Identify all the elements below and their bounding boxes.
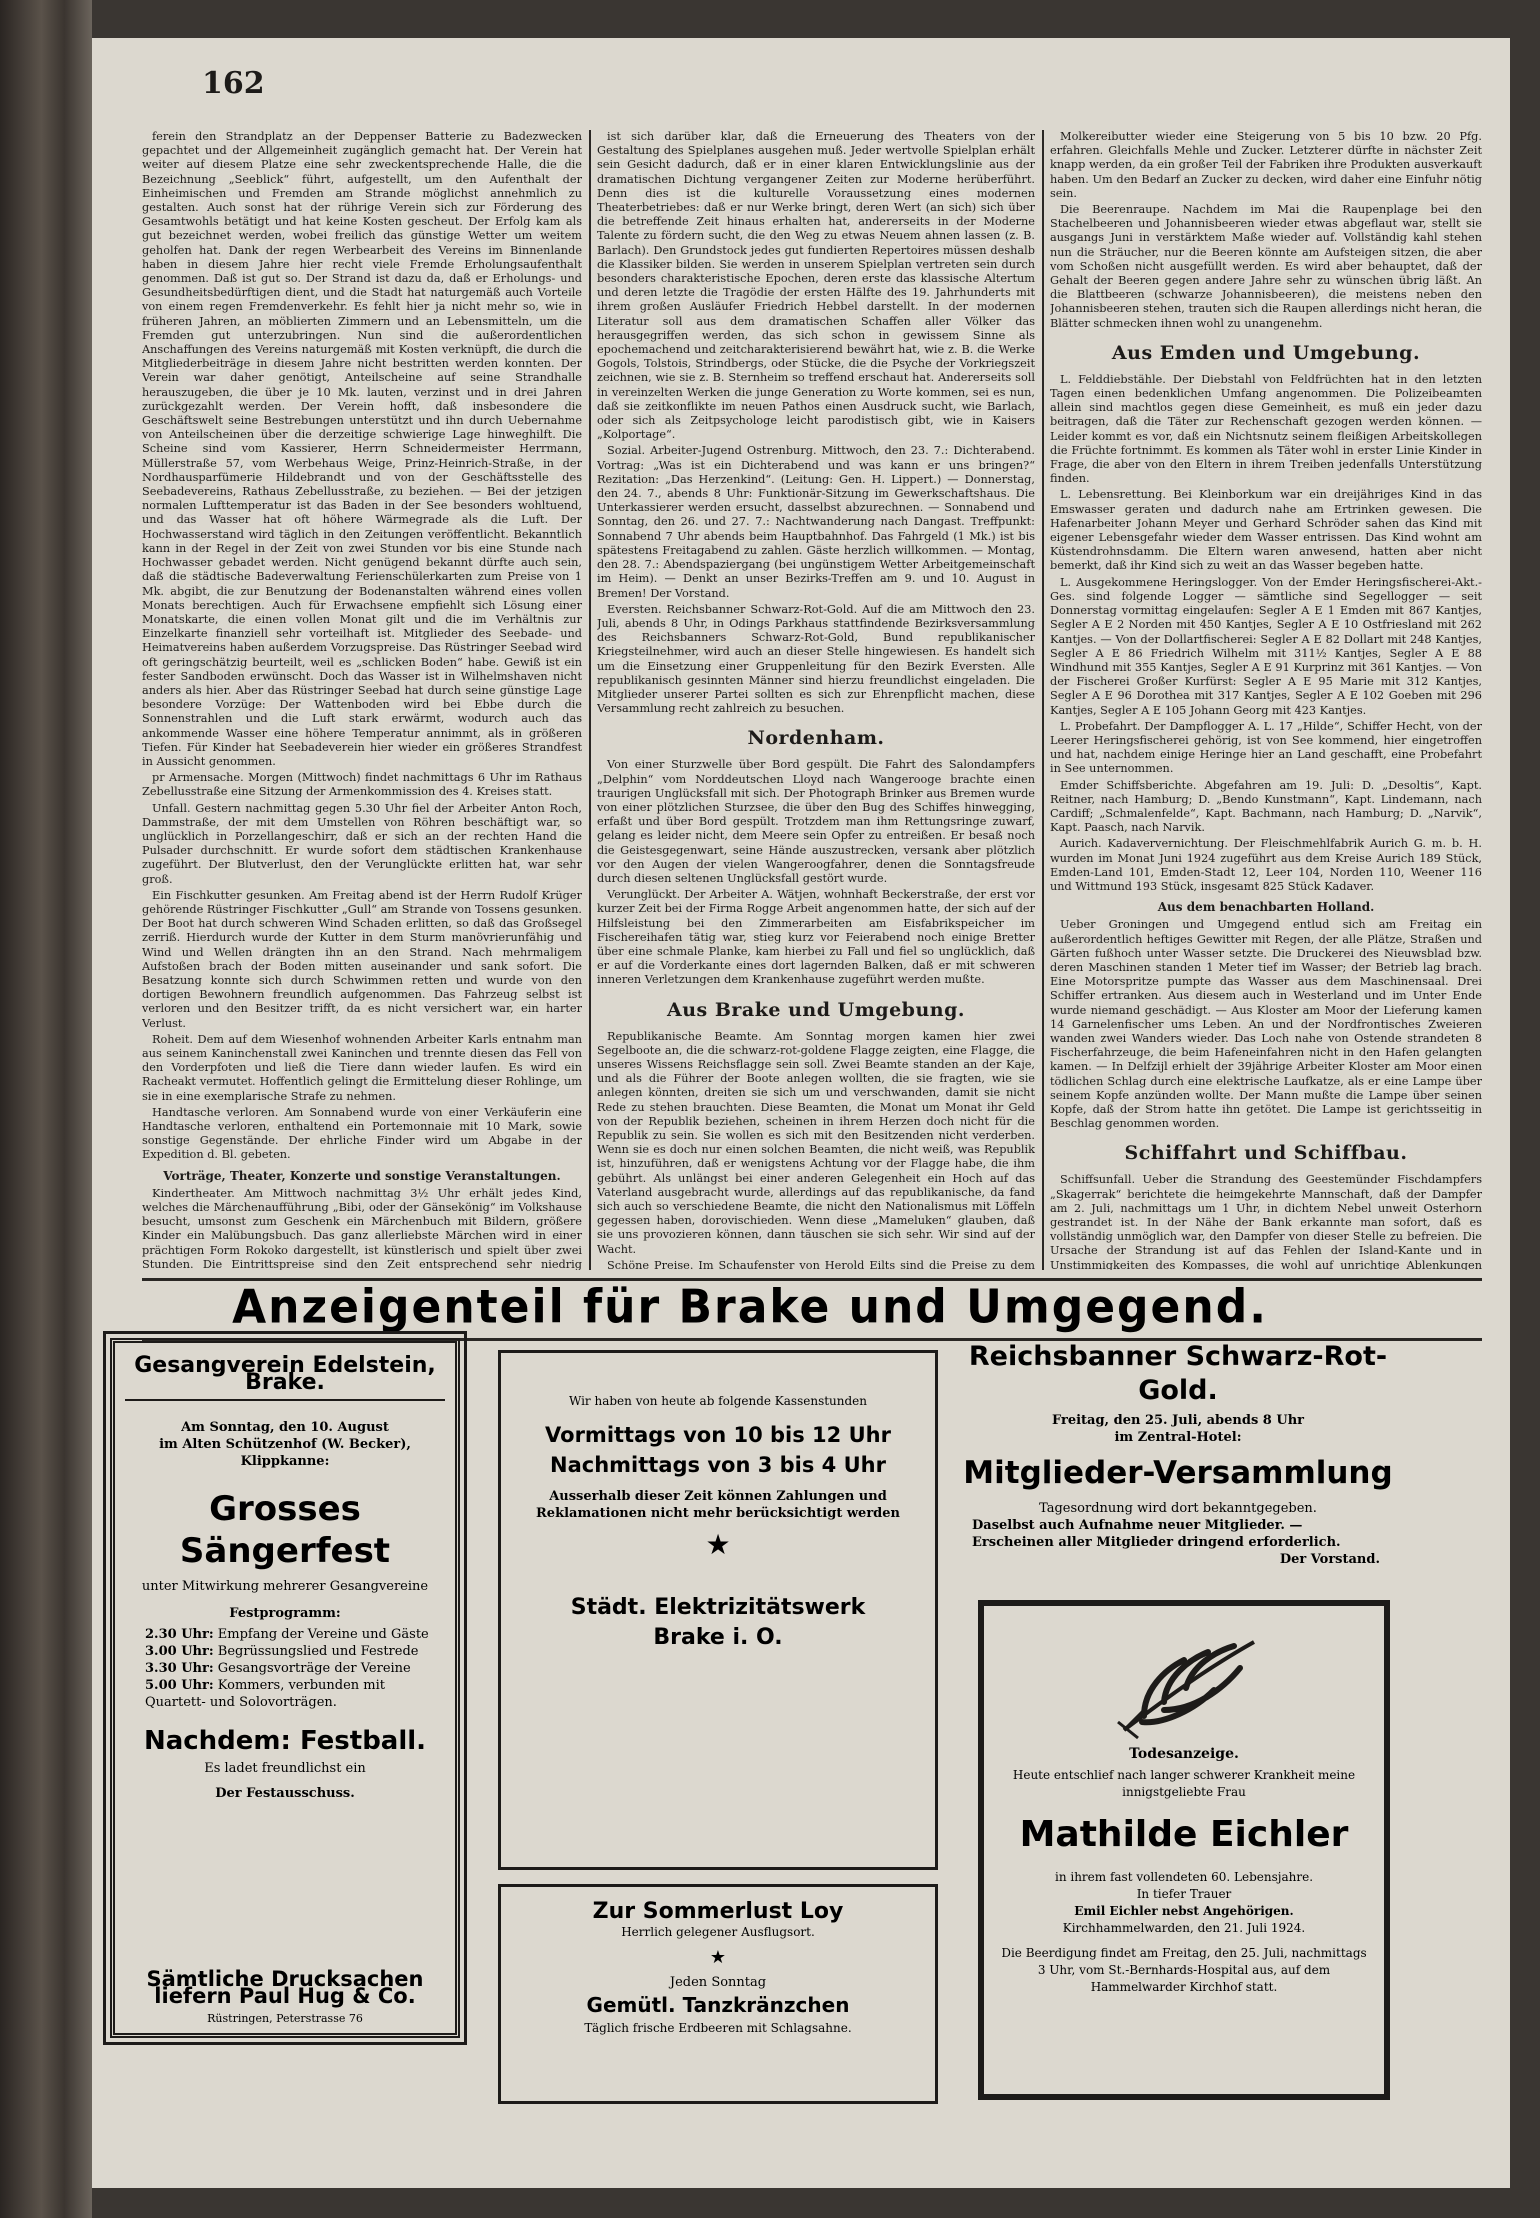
ad-note: Ausserhalb dieser Zeit können Zahlungen und — [549, 1489, 887, 1504]
ad-subtitle: Herrlich gelegener Ausflugsort. — [621, 1925, 815, 1939]
ad-event: Mitglieder-Versammlung — [963, 1455, 1393, 1491]
ad-age: in ihrem fast vollendeten 60. Lebensjahre. — [1054, 1870, 1314, 1884]
program-time: 2.30 Uhr: — [145, 1627, 214, 1642]
section-heading: Aus Emden und Umgebung. — [1111, 341, 1421, 364]
article-paragraph: Aurich. Kadaververnichtung. Der Fleischmehlfabrik Aurich G. m. b. H. wurden im Monat Juni 1924 zugeführt aus dem Kreise Aurich 189 Stück, Emden-Land 101, Emden-Stadt 12, Leer 104, Norden 110, Weener 116 und Wittmund 193 Stück, insgesamt 825 Stück Kadaver. — [1050, 837, 1482, 893]
program-row — [145, 1660, 445, 1677]
ad-gesangverein — [110, 1338, 460, 2038]
ad-hours-afternoon: Nachmittags von 3 bis 4 Uhr — [550, 1453, 886, 1477]
ad-printer: Sämtliche Drucksachen liefern Paul Hug & Co. — [146, 1967, 424, 2008]
program-time: 5.00 Uhr: — [145, 1678, 214, 1693]
ad-title: Gesangverein Edelstein, Brake. — [125, 1357, 445, 1401]
ad-intro: Wir haben von heute ab folgende Kassenstunden — [568, 1394, 868, 1408]
article-paragraph: L. Ausgekommene Heringslogger. Von der Emder Heringsfischerei-Akt.-Ges. sind folgende Logger — sämtliche sind Segellogger — seit Donnerstag vormittag eingelaufen: Segler A E 1 Emden mit 867 Kantjes, Segler A E 2 Norden mit 450 Kantjes, Segler A E 10 Ostfriesland mit 262 Kantjes. — Von der Dollartfischerei: Segler A E 82 Dollart mit 248 Kantjes, Segler A E 86 Friedrich Wilhelm mit 311½ Kantjes, Segler A E 88 Windhund mit 355 Kantjes, Segler A E 91 Kurprinz mit 361 Kantjes. — Von der Fischerei Großer Kurfürst: Segler A E 95 Marie mit 312 Kantjes, Segler A E 96 Dorothea mit 317 Kantjes, Segler A E 102 Goeben mit 296 Kantjes, Segler A E 105 Johann Georg mit 423 Kantjes. — [1050, 575, 1482, 717]
article-paragraph: Roheit. Dem auf dem Wiesenhof wohnenden Arbeiter Karls entnahm man aus seinem Kaninchenstall zwei Kaninchen und trennte diesen das Fell von den Vorderpfoten und ließ die Tiere dann wieder laufen. Es wird ein Racheakt vermutet. Hoffentlich gelingt die Ermittelung dieser Rohlinge, um sie in eine exemplarische Strafe zu nehmen. — [142, 1032, 582, 1103]
article-paragraph: Schiffsunfall. Ueber die Strandung des Geestemünder Fischdampfers „Skagerrak“ berichtete die heimgekehrte Mannschaft, daß der Dampfer am 2. Juli, nachmittags um 1 Uhr, in dichtem Nebel unweit Osterhorn gestrandet ist. In der Nähe der Bank erkannte man sofort, daß es vollständig unmöglich war, den Dampfer von dieser Stelle zu befreien. Die Ursache der Strandung ist auf das Fehlen der Island-Kante und in Unstimmigkeiten des Kompasses, die wohl auf unrichtige Ablenkungen — [1050, 1173, 1482, 1270]
ad-sommerlust — [498, 1884, 938, 2104]
article-paragraph: ist sich darüber klar, daß die Erneuerung des Theaters von der Gestaltung des Spielplanes ausgehen muß. Jeder wertvolle Spielplan erhält sein Gesicht dadurch, daß er in einer klaren Entwicklungslinie aus der dramatischen Dichtung vergangener Zeiten zur Moderne herüberführt. Denn dies ist die kulturelle Voraussetzung eines modernen Theaterbetriebes: daß er nur Werke bringt, deren Wert (an sich) sich über die betreffende Zeit hinaus erhalten hat, andererseits in der Moderne Talente zu fördern sucht, die den Weg zu etwas Neuem ahnen lassen (z. B. Barlach). Den Grundstock jedes gut fundierten Repertoires müssen deshalb die Klassiker bilden. Sie werden in unserem Spielplan vertreten sein durch besonders charakteristische Epochen, deren erste das klassische Altertum und deren letzte die Tragödie der ersten Hälfte des 19. Jahrhunderts mit ihrem großen Ausläufer Friedrich Hebbel darstellt. In der modernen Literatur soll aus dem dramatischen Schaffen aller Völker das herausgegriffen werden, das sich schon in gewissem Sinne als epochemachend und zeitcharakterisierend bewährt hat, wie z. B. die Werke Gogols, Tolstois, Strindbergs, oder Stücke, die die Psyche der Vorkriegszeit zeichnen, wie sie z. B. Sternheim so treffend erschaut hat. Andererseits soll in vereinzelten Werken die junge Generation zu Worte kommen, sei es nun, daß sie zeitkonflikte im neuen Pathos einen Ausdruck sucht, wie Barlach, oder sich als Zeitpsychologe leicht parodistisch gibt, wie in Kaisers „Kolportage“. — [597, 130, 1035, 442]
article-paragraph: ferein den Strandplatz an der Deppenser Batterie zu Badezwecken gepachtet und der Allgemeinheit zugänglich gemacht hat. Der Verein hat weiter auf diesem Platze eine sehr zweckentsprechende Halle, die die Bezeichnung „Seeblick“ führt, aufgestellt, um den Aufenthalt der Einheimischen und Fremden am Strande möglichst annehmlich zu gestalten. Auch sonst hat der rührige Verein sich zur Förderung des Gesamtwohls betätigt und hat keine Kosten gescheut. Der Erfolg kam als gut bezeichnet werden, wobei freilich das günstige Wetter um weitem geholfen hat. Dank der regen Werbearbeit des Vereins im Binnenlande haben in diesem Jahre hier recht viele Fremde Erholungsaufenthalt genommen. Daß ist gut so. Der Strand ist dazu da, daß er Erholungs- und Gesundheitsbedürftigen dient, und die Stadt hat naturgemäß auch Vorteile von einem regen Fremdenverkehr. Es fehlt hier ja nicht mehr so, wie in früheren Jahren, an möblierten Zimmern und an Lebensmitteln, um die Fremden gut unterzubringen. Nun sind die außerordentlichen Anschaffungen des Vereins naturgemäß mit Kosten verknüpft, die durch die Mitgliederbeiträge in diesem Jahre nicht bestritten werden konnten. Der Verein war daher genötigt, Anteilscheine auf seine Strandhalle herauszugeben, die über je 10 Mk. lauten, verzinst und in drei Jahren zurückgezahlt werden. Der Verein hofft, daß insbesondere die Geschäftswelt seine Bestrebungen unterstützt und ihn durch Uebernahme von Anteilscheinen über die derzeitige schwierige Lage hinweghilft. Die Scheine sind vom Kassierer, Herrn Schneidermeister Herrmann, Müllerstraße 57, vom Werbehaus Weige, Prinz-Heinrich-Straße, in der Nordhausparfümerie Hildebrandt und von der Geschäftsstelle des Seebadevereins, Rathaus Zebellusstraße, zu beziehen. — Bei der jetzigen normalen Lufttemperatur ist das Baden in der See besonders wohltuend, und das Wasser hat oft höhere Wärmegrade als die Luft. Der Hochwasserstand wird täglich in den Zeitungen veröffentlicht. Bekanntlich kann in der Regel in der Zeit von zwei Stunden vor bis eine Stunde nach Hochwasser gebadet werden. Nicht genügend bekannt dürfte auch sein, daß die städtische Badeverwaltung Ferienschülerkarten zum Preise von 1 Mk. abgibt, die zur Benutzung der Bodenanstalten während eines vollen Monats berechtigen. Auch für Erwachsene empfiehlt sich Lösung einer Monatskarte, die einen vollen Monat gilt und die im Verhältnis zur Einzelkarte finanziell sehr vorteilhaft ist. Mitglieder des Seebade- und Heimatvereins haben außerdem Vorzugspreise. Das Rüstringer Seebad wird oft geringschätzig beurteilt, weil es „schlicken Boden“ habe. Gewiß ist ein fester Sandboden erwünscht. Doch das Wasser ist in Wilhelmshaven nicht anders als hier. Aber das Rüstringer Seebad hat durch seine günstige Lage besondere Vorzüge: Der Wattenboden wird bei Ebbe durch die Sonnenstrahlen und die Luft stark erwärmt, wodurch auch das ankommende Wasser eine höhere Temperatur annimmt, als in größeren Tiefen. Für Kinder hat Seebadeverein hier wieder ein größeres Strandfest in Aussicht genommen. — [142, 130, 582, 768]
section-heading: Vorträge, Theater, Konzerte und sonstige Veranstaltungen. — [163, 1168, 561, 1183]
article-paragraph: Verunglückt. Der Arbeiter A. Wätjen, wohnhaft Beckerstraße, der erst vor kurzer Zeit bei der Firma Rogge Arbeit angenommen hatte, der sich auf der Hilfsleistung bei den Zimmerarbeiten am Eisfabrikspeicher im Fischereihafen tätig war, stieg kurz vor Feierabend noch einige Bretter über eine schmale Planke, kam hierbei zu Fall und fiel so unglücklich, daß er auf die Vorderkante eines dort lagernden Balken, daß er mit schweren inneren Verletzungen dem Krankenhause zugeführt werden mußte. — [597, 888, 1035, 987]
ad-funeral: Die Beerdigung findet am Freitag, den 25. Juli, nachmittags 3 Uhr, vom St.-Bernhards-Hospital aus, auf dem Hammelwarder Kirchhof statt. — [1001, 1946, 1367, 1994]
article-paragraph: Republikanische Beamte. Am Sonntag morgen kamen hier zwei Segelboote an, die die schwarz-rot-goldene Flagge zeigten, eine Flagge, die unseres Wissens Reichsflagge sein soll. Zwei Beamte standen an der Kaje, und als die Führer der Boote anlegen wollten, die sie fragten, wie sie anlegen könnten, dreiten sie sich um und verschwanden, damit sie nicht Rede zu stehen brauchten. Diese Beamten, die Monat um Monat ihr Geld von der Republik beziehen, scheinen in ihrem Herzen doch nicht für die Republik zu sein. Sie wollen es sich mit den Besitzenden nicht verderben. Wenn sie es doch nur einen solchen Beamten, die nicht weiß, was Republik ist, hinzuführen, daß er wenigstens Achtung vor der Flagge habe, die ihm gebührt. Als unlängst bei einer anderen Gelegenheit ein Hoch auf das Vaterland ausgebracht wurde, allerdings auf das republikanische, da fand sich auch so verschiedene Beamte, die nicht den Nationalismus mit Löffeln gegessen haben, dorovischieden. Wenn diese „Mameluken“ glauben, daß sie uns provozieren können, dann täuschen sie sich sehr. Wir sind auf der Wacht. — [597, 1029, 1035, 1256]
star-icon: ★ — [705, 1528, 731, 1561]
star-icon: ★ — [709, 1947, 727, 1968]
ad-signature: Der Vorstand. — [1279, 1552, 1380, 1567]
ad-todesanzeige — [978, 1600, 1390, 2100]
article-paragraph: Kindertheater. Am Mittwoch nachmittag 3½ Uhr erhält jedes Kind, welches die Märchenaufführung „Bibi, oder der Gänsekönig“ im Volkshause besucht, umsonst zum Geschenk ein Märchenbuch mit Bildern, größere Kinder ein Malübungsbuch. Das ganz allerliebste Märchen wird in einer prächtigen Form Rokoko dargestellt, ist künstlerisch und spielt über zwei Stunden. Die Eintrittspreise sind den Zeit entsprechend sehr niedrig — [142, 1186, 582, 1270]
ad-venue: im Zentral-Hotel: — [1114, 1430, 1242, 1445]
ad-note: Daselbst auch Aufnahme neuer Mitglieder. — Erscheinen aller Mitglieder dringend erforderlich. — [972, 1518, 1341, 1550]
section-heading: Aus dem benachbarten Holland. — [1157, 900, 1375, 915]
program-time: 3.30 Uhr: — [145, 1661, 214, 1676]
program-item: Gesangsvorträge der Vereine — [217, 1661, 411, 1676]
ad-every: Jeden Sonntag — [669, 1975, 767, 1990]
article-paragraph: L. Felddiebstähle. Der Diebstahl von Feldfrüchten hat in den letzten Tagen einen bedenklichen Umfang angenommen. Die Polizeibeamten allein sind machtlos gegen diese Gemeinheit, es muß ein jeder dazu beitragen, daß die Täter zur Rechenschaft gezogen werden können. — Leider kommt es vor, daß ein Nichtsnutz seinem fleißigen Arbeitskollegen die Früchte fortnimmt. Es kommen als Täter wohl in erster Linie Kinder in Frage, die aber von den Eltern in ihrem Treiben jedenfalls Unterstützung finden. — [1050, 372, 1482, 486]
ad-title: Zur Sommerlust Loy — [592, 1899, 844, 1924]
article-paragraph: Die Beerenraupe. Nachdem im Mai die Raupenplage bei den Stachelbeeren und Johannisbeeren wieder etwas abgeflaut war, stellt sie ausgangs Juni in verstärktem Maße wieder auf. Vollständig kahl stehen nun die Sträucher, nur die Beeren könnte am Aufsteigen sitzen, die aber vom Schoßen nicht ausgefüllt werden. Es wird aber behauptet, daß der Gehalt der Beeren gegen andere Jahre sehr zu wünschen übrig läßt. An die Blattbeeren (schwarze Johannisbeeren), die meistens neben den Johannisbeeren stehen, trauten sich die Raupen allerdings nicht heran, die Blätter schmecken ihnen wohl zu unangenehm. — [1050, 203, 1482, 330]
column-3 — [1050, 130, 1482, 1270]
ad-program — [125, 1626, 445, 1711]
article-paragraph: L. Lebensrettung. Bei Kleinborkum war ein dreijähriges Kind in das Emswasser geraten und dadurch nahe am Ertrinken gewesen. Die Hafenarbeiter Johann Meyer und Gerhard Schröder sahen das Kind mit eigener Lebensgefahr wieder dem Wasser entrissen. Das Kind wohnt am Küstendrohnsdamm. Die Eltern waren anwesend, hatten aber nicht bemerkt, daß ihr Kind sich zu weit an das Wasser begeben hatte. — [1050, 488, 1482, 573]
column-2 — [597, 130, 1035, 1270]
article-paragraph: Von einer Sturzwelle über Bord gespült. Die Fahrt des Salondampfers „Delphin“ vom Norddeutschen Lloyd nach Wangerooge brachte einen traurigen Unglücksfall mit sich. Der Photograph Brinker aus Bremen wurde von einer plötzlichen Sturzsee, die über den Bug des Schiffes hinwegging, erfaßt und über Bord gespült. Trotzdem man ihm Rettungsringe zuwarf, gelang es leider nicht, dem Meere sein Opfer zu entreißen. Er besaß noch die Geistesgegenwart, seine Hände auszustrecken, versank aber plötzlich vor den Augen der vielen Wangeroogfahrer, denen die Sonntagsfreude durch diesen seltenen Unglücksfall gestört wurde. — [597, 758, 1035, 885]
ad-signer: Emil Eichler nebst Angehörigen. — [1074, 1904, 1294, 1918]
article-paragraph: Handtasche verloren. Am Sonnabend wurde von einer Verkäuferin eine Handtasche verloren, enthaltend ein Portemonnaie mit 10 Mark, sowie sonstige Gegenstände. Der ehrliche Finder wird um Abgabe in der Expedition d. Bl. gebeten. — [142, 1105, 582, 1162]
program-row — [145, 1643, 445, 1660]
ad-date: Freitag, den 25. Juli, abends 8 Uhr — [1051, 1413, 1305, 1428]
ad-daily: Täglich frische Erdbeeren mit Schlagsahne. — [584, 2021, 852, 2035]
article-paragraph: pr Armensache. Morgen (Mittwoch) findet nachmittags 6 Uhr im Rathaus Zebellusstraße eine Sitzung der Armenkommission des 4. Kreises statt. — [142, 771, 582, 799]
page-number: 162 — [202, 66, 265, 101]
ad-printer-address: Rüstringen, Peterstrasse 76 — [207, 2012, 363, 2025]
ad-venue: im Alten Schützenhof (W. Becker), Klippkanne: — [159, 1437, 411, 1469]
program-item: Empfang der Vereine und Gäste — [217, 1627, 429, 1642]
article-paragraph: Ueber Groningen und Umgegend entlud sich am Freitag ein außerordentlich heftiges Gewitter mit Regen, der alle Plätze, Straßen und Gärten fußhoch unter Wasser setzte. Die Druckerei des Nieuwsblad bzw. deren Maschinen standen 1 Meter tief im Wasser; der Betrieb lag brach. Eine Motorspritze pumpte das Wasser aus dem Maschinensaal. Drei Schiffer ertranken. Aus diesem auch in Westerland und im Unter Ende wurde niemand geschädigt. — Aus Kloster am Moor der Lieferung kamen 14 Garnelenfischer ums Leben. An und der Nordfrontisches Zweieren wanden zwei Wanders wieder. Das Loch nahe von Ostende strandeten 8 Fischerfahrzeuge, die beim Hafeneinfahren nicht in den Hafen gelangten kamen. — In Delfzijl erhielt der 39jährige Arbeiter Kloster am Moor einen tödlichen Schlag durch eine elektrische Laufkatze, als er eine Lampe über seinem Kopfe anzünden wollte. Der Mann mußte die Lampe über seinen Kopfe, daß der Strom hatte ihn getötet. Die Lampe ist gerichtsseitig in Beschlag genommen worden. — [1050, 918, 1482, 1131]
ad-agenda: Tagesordnung wird dort bekanntgegeben. — [1039, 1501, 1317, 1516]
article-paragraph: Molkereibutter wieder eine Steigerung von 5 bis 10 bzw. 20 Pfg. erfahren. Gleichfalls Mehle und Zucker. Letzterer dürfte in nächster Zeit knapp werden, da ein großer Teil der Fabriken ihre Produkten ausverkauft haben. Um den Bedarf an Zucker zu decken, wird daher eine Einfuhr nötig sein. — [1050, 130, 1482, 200]
article-paragraph: Eversten. Reichsbanner Schwarz-Rot-Gold. Auf die am Mittwoch den 23. Juli, abends 8 Uhr, in Odings Parkhaus stattfindende Bezirksversammlung des Reichsbanners Schwarz-Rot-Gold, Bund republikanischer Kriegsteilnehmer, wird auch an dieser Stelle hingewiesen. Es handelt sich um die Einsetzung einer Gruppenleitung für den Bezirk Eversten. Alle republikanisch gesinnten Männer sind hierzu freundlichst eingeladen. Die Mitglieder unserer Partei sollten es sich zur Ehrenpflicht machen, diese Versammlung recht zahlreich zu besuchen. — [597, 602, 1035, 716]
column-1 — [142, 130, 582, 1270]
ad-title: Reichsbanner Schwarz-Rot-Gold. — [968, 1341, 1388, 1406]
program-row — [145, 1626, 445, 1643]
ad-mourning: In tiefer Trauer — [1136, 1887, 1232, 1901]
ad-invite: Es ladet freundlichst ein — [204, 1761, 366, 1776]
book-binding — [0, 0, 92, 2218]
section-heading: Nordenham. — [747, 727, 885, 750]
column-rule — [589, 130, 591, 1270]
ad-date: Am Sonntag, den 10. August — [181, 1420, 389, 1435]
article-paragraph: L. Probefahrt. Der Dampflogger A. L. 17 „Hilde“, Schiffer Hecht, von der Leerer Heringsfischerei gehörig, ist von See kommend, hier eingetroffen und hat, nachdem einige Heringe hier an Land geschafft, eine Probefahrt in See unternommen. — [1050, 719, 1482, 776]
ad-text: Heute entschlief nach langer schwerer Krankheit meine innigstgeliebte Frau — [1012, 1768, 1356, 1799]
ad-note: Reklamationen nicht mehr berücksichtigt werden — [536, 1506, 900, 1521]
column-rule — [1042, 130, 1044, 1270]
palm-branch-icon — [1104, 1630, 1264, 1740]
article-paragraph: Sozial. Arbeiter-Jugend Ostrenburg. Mittwoch, den 23. 7.: Dichterabend. Vortrag: „Was ist ein Dichterabend und was kann er uns bringen?“ Rezitation: „Das Herzenkind“. (Leitung: Gen. H. Lippert.) — Donnerstag, den 24. 7., abends 8 Uhr: Funktionär-Sitzung im Gewerkschaftshaus. Die Unterkassierer werden ersucht, dasselbst abzurechnen. — Sonnabend und Sonntag, den 26. und 27. 7.: Nachtwanderung nach Dangast. Treffpunkt: Sonnabend 7 Uhr abends beim Hauptbahnhof. Das Fahrgeld (1 Mk.) ist bis spätestens Freitagabend zu zahlen. Gäste herzlich willkommen. — Montag, den 28. 7.: Abendspaziergang (bei ungünstigem Wetter Arbeitgemeinschaft im Heim). — Denkt an unser Bezirks-Treffen am 9. und 10. August in Bremen! Der Vorstand. — [597, 444, 1035, 600]
ad-committee: Der Festausschuss. — [215, 1786, 355, 1801]
program-item: Kommers, verbunden mit Quartett- und Solovorträgen. — [145, 1678, 386, 1710]
ad-event: Grosses Sängerfest — [179, 1489, 391, 1571]
ad-signature: Brake i. O. — [653, 1625, 783, 1650]
ad-elektrizitaetswerk — [498, 1350, 938, 1870]
program-item: Begrüssungslied und Festrede — [217, 1644, 419, 1659]
ad-deceased-name: Mathilde Eichler — [1019, 1814, 1349, 1855]
ad-signature: Städt. Elektrizitätswerk — [570, 1595, 866, 1620]
ad-festball: Nachdem: Festball. — [143, 1726, 427, 1756]
section-heading: Schiffahrt und Schiffbau. — [1124, 1142, 1408, 1165]
ad-reichsbanner — [958, 1336, 1398, 1576]
program-time: 3.00 Uhr: — [145, 1644, 214, 1659]
program-row — [145, 1677, 445, 1711]
article-paragraph: Unfall. Gestern nachmittag gegen 5.30 Uhr fiel der Arbeiter Anton Roch, Dammstraße, der mit dem Umstellen von Röhren beschäftigt war, so unglücklich in Porzellangeschirr, daß er sich an der rechten Hand die Pulsader durchschnitt. Er wurde sofort dem städtischen Krankenhause zugeführt. Der Blutverlust, den der Verunglückte erlitten hat, war sehr groß. — [142, 801, 582, 886]
ad-place: Kirchhammelwarden, den 21. Juli 1924. — [1062, 1921, 1306, 1935]
ad-hours-morning: Vormittags von 10 bis 12 Uhr — [545, 1423, 891, 1447]
ad-event: Gemütl. Tanzkränzchen — [586, 1993, 850, 2017]
ad-label: Todesanzeige. — [1129, 1746, 1239, 1762]
section-heading: Aus Brake und Umgebung. — [666, 998, 965, 1021]
article-paragraph: Schöne Preise. Im Schaufenster von Herold Eilts sind die Preise zu dem — [607, 1258, 1035, 1270]
advertisement-banner: Anzeigenteil für Brake und Umgegend. — [232, 1280, 1268, 1335]
article-paragraph: Ein Fischkutter gesunken. Am Freitag abend ist der Herrn Rudolf Krüger gehörende Rüstringer Fischkutter „Gull“ am Strande von Tossens gesunken. Der Boot hat durch schweren Wind Schaden erlitten, so daß das Großsegel zerriß. Hierdurch wurde der Kutter in dem Sturm manövrierunfähig und Wind und Wellen drängten ihn an den Strand. Nach mehrmaligem Aufstoßen brach der Boden mitten auseinander und sank sofort. Die Besatzung konnte sich durch Schwimmen retten und wurde von den dortigen Bewohnern freundlich aufgenommen. Das Fahrzeug selbst ist verloren und den Besitzer trifft, da es nicht versichert war, ein harter Verlust. — [142, 888, 582, 1030]
ad-program-title: Festprogramm: — [229, 1606, 341, 1621]
article-paragraph: Emder Schiffsberichte. Abgefahren am 19. Juli: D. „Desoltis“, Kapt. Reitner, nach Hamburg; D. „Bendo Kunstmann“, Kapt. Lindemann, nach Cardiff; „Schmalenfelde“, Kapt. Bachmann, nach Hamburg; D. „Narvik“, Kapt. Paasch, nach Narvik. — [1050, 778, 1482, 835]
ad-support: unter Mitwirkung mehrerer Gesangvereine — [141, 1579, 429, 1594]
